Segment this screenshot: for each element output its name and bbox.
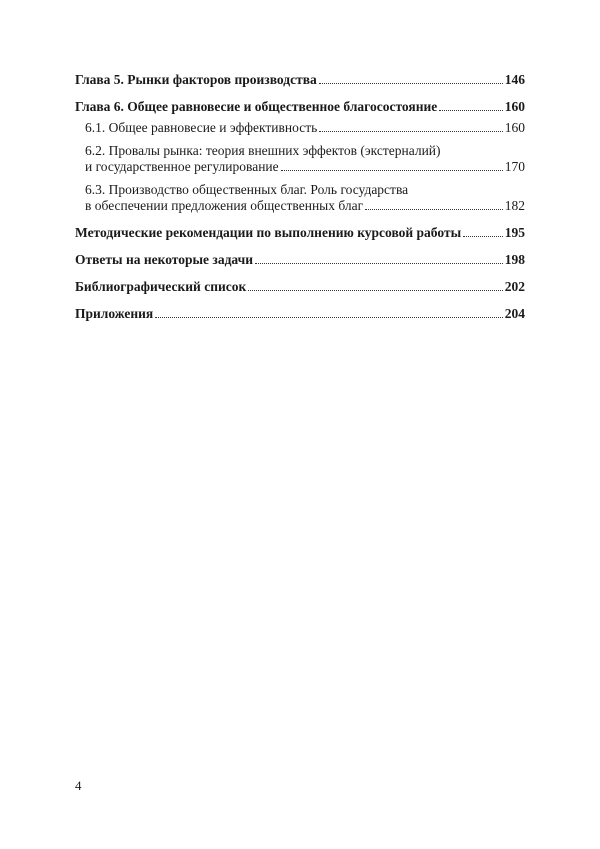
toc-title: 6.1. Общее равновесие и эффективность	[85, 120, 318, 135]
toc-title-line-2: в обеспечении предложения общественных благ	[85, 198, 364, 213]
toc-entry-bibliography	[75, 279, 525, 295]
page-number: 4	[75, 778, 82, 793]
toc-entry-answers	[75, 252, 525, 268]
toc-leader-dots	[281, 170, 503, 171]
toc-leader-dots	[248, 290, 502, 291]
toc-title: Методические рекомендации по выполнению курсовой работы	[75, 225, 462, 240]
toc-entry-method	[75, 225, 525, 241]
toc-page: 195	[504, 225, 525, 240]
toc-title: Ответы на некоторые задачи	[75, 252, 254, 267]
toc-title: Приложения	[75, 306, 154, 321]
toc-leader-dots	[155, 317, 503, 318]
table-of-contents	[75, 72, 525, 333]
toc-title-line-1: 6.2. Провалы рынка: теория внешних эффектов (экстерналий)	[85, 143, 441, 158]
toc-leader-dots	[439, 110, 503, 111]
toc-leader-dots	[365, 209, 503, 210]
toc-entry-chapter-5	[75, 72, 525, 88]
toc-entry-section-6-2	[85, 143, 525, 175]
toc-page: 198	[504, 252, 525, 267]
toc-leader-dots	[463, 236, 503, 237]
toc-page: 146	[504, 72, 525, 87]
toc-leader-dots	[319, 131, 502, 132]
toc-page: 160	[504, 120, 525, 135]
toc-title: Глава 5. Рынки факторов производства	[75, 72, 317, 87]
toc-page: 182	[504, 198, 525, 213]
toc-title: Глава 6. Общее равновесие и общественное благосостояние	[75, 99, 438, 114]
toc-page: 170	[504, 159, 525, 174]
toc-page: 160	[504, 99, 525, 114]
toc-leader-dots	[319, 83, 503, 84]
toc-entry-section-6-1	[85, 120, 525, 136]
toc-entry-section-6-3	[85, 182, 525, 214]
toc-leader-dots	[255, 263, 503, 264]
toc-entry-chapter-6	[75, 99, 525, 115]
toc-page: 202	[504, 279, 525, 294]
toc-page: 204	[504, 306, 525, 321]
toc-title: Библиографический список	[75, 279, 247, 294]
toc-title-line-1: 6.3. Производство общественных благ. Роль государства	[85, 182, 409, 197]
toc-entry-appendix	[75, 306, 525, 322]
toc-title-line-2: и государственное регулирование	[85, 159, 279, 174]
